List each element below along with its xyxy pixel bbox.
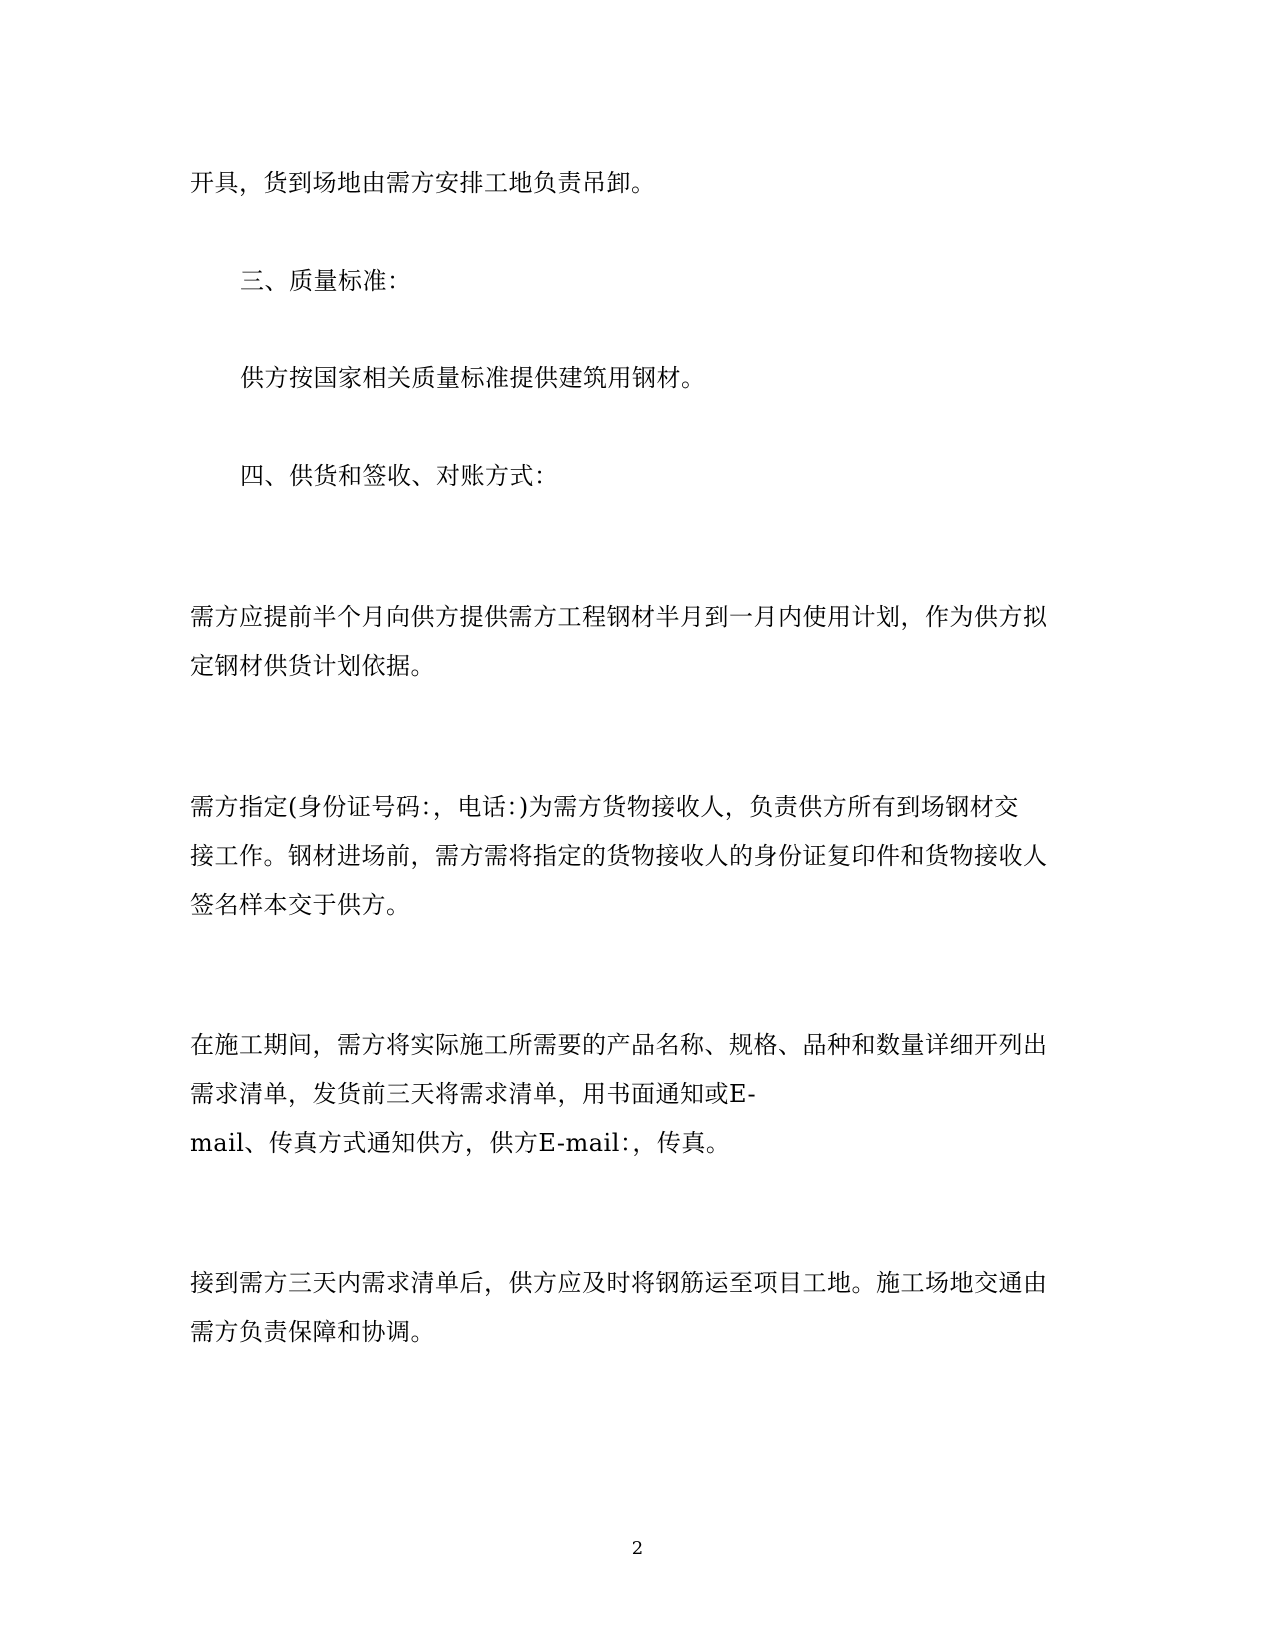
page-number: 2 (631, 1538, 644, 1559)
text-line: 需方负责保障和协调。 (190, 1318, 435, 1346)
text-line: mail、传真方式通知供方，供方E-mail：，传真。 (190, 1129, 731, 1157)
section-heading-supply: 四、供货和签收、对账方式： (240, 462, 559, 490)
text-line: 需方指定(身份证号码：，电话：)为需方货物接收人，负责供方所有到场钢材交 (190, 793, 1019, 821)
text-line: 接到需方三天内需求清单后，供方应及时将钢筋运至项目工地。施工场地交通由 (190, 1269, 1048, 1297)
text-line: 定钢材供货计划依据。 (190, 652, 435, 680)
text-line: 开具，货到场地由需方安排工地负责吊卸。 (190, 169, 656, 197)
text-line: 签名样本交于供方。 (190, 891, 411, 919)
text-line: 需求清单，发货前三天将需求清单，用书面通知或E- (190, 1080, 757, 1108)
text-line: 需方应提前半个月向供方提供需方工程钢材半月到一月内使用计划，作为供方拟 (190, 603, 1048, 631)
text-line: 在施工期间，需方将实际施工所需要的产品名称、规格、品种和数量详细开列出 (190, 1031, 1048, 1059)
text-line: 接工作。钢材进场前，需方需将指定的货物接收人的身份证复印件和货物接收人 (190, 842, 1048, 870)
section-heading-quality: 三、质量标准： (240, 267, 412, 295)
text-line: 供方按国家相关质量标准提供建筑用钢材。 (240, 364, 706, 392)
